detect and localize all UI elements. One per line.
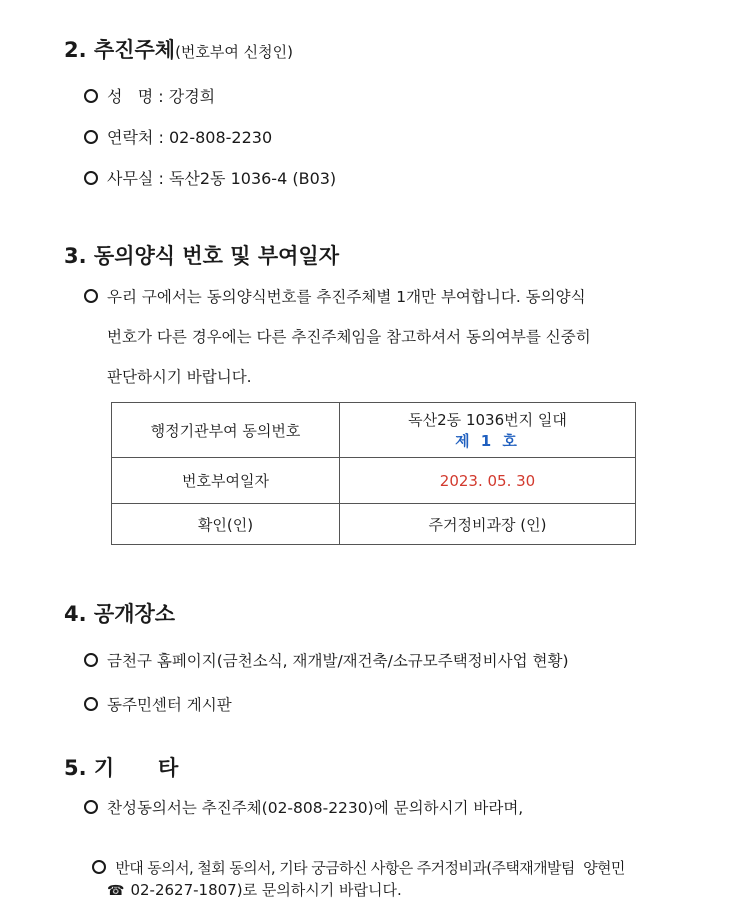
table-cell-label: 행정기관부여 동의번호 — [112, 403, 340, 458]
disclosure-place-item — [84, 693, 232, 715]
circle-bullet-icon — [84, 653, 98, 667]
section-2-number: 2. — [64, 38, 87, 62]
table-cell-label: 번호부여일자 — [112, 458, 340, 504]
section-4-title — [64, 598, 175, 628]
section-3-number: 3. — [64, 244, 87, 268]
para-text-1: 우리 구에서는 동의양식번호를 추진주체별 1개만 부여합니다. 동의양식 — [107, 288, 586, 306]
section-2-title-text: 추진주체 — [93, 38, 176, 62]
other-item — [84, 839, 625, 878]
contact-value: 02-808-2230 — [168, 128, 273, 147]
other-item — [84, 796, 523, 818]
consent-area: 독산2동 1036번지 일대 — [408, 411, 567, 429]
applicant-name-item — [84, 84, 215, 107]
name-label: 성 명 — [107, 87, 154, 106]
name-value: 강경희 — [168, 87, 216, 106]
phone-line-text: 02-2627-1807)로 문의하시기 바랍니다. — [130, 881, 402, 899]
circle-bullet-icon — [84, 130, 98, 144]
table-row — [112, 403, 636, 458]
phone-icon: ☎ — [107, 883, 125, 899]
disclosure-place-item — [84, 649, 569, 671]
table-cell-value: 주거정비과장 (인) — [340, 504, 636, 545]
section-4-title-text: 공개장소 — [93, 602, 176, 626]
applicant-office-item — [84, 166, 336, 189]
circle-bullet-icon — [92, 860, 106, 874]
other-text: 반대 동의서, 철회 동의서, 기타 궁금하신 사항은 주거정비과(주택재개발팀 양현민 — [115, 859, 625, 877]
office-label: 사무실 — [107, 169, 154, 188]
contact-label: 연락처 — [107, 128, 154, 147]
consent-number-table — [111, 402, 636, 545]
circle-bullet-icon — [84, 289, 98, 303]
phone-line — [107, 879, 402, 900]
consent-number: 제 1 호 — [455, 432, 520, 450]
circle-bullet-icon — [84, 171, 98, 185]
office-sep: : — [158, 169, 164, 188]
office-value: 독산2동 1036-4 (B03) — [168, 169, 337, 188]
section-3-title — [64, 240, 339, 270]
section-3-title-text: 동의양식 번호 및 부여일자 — [93, 244, 339, 268]
table-cell-label: 확인(인) — [112, 504, 340, 545]
section-5-title — [64, 752, 178, 782]
section-5-number: 5. — [64, 756, 87, 780]
section-4-number: 4. — [64, 602, 87, 626]
circle-bullet-icon — [84, 697, 98, 711]
issue-date: 2023. 05. 30 — [340, 458, 636, 504]
disclosure-place-text: 동주민센터 게시판 — [107, 696, 232, 714]
section-3-para-line: 번호가 다른 경우에는 다른 추진주체임을 참고하셔서 동의여부를 신중히 — [107, 328, 591, 346]
table-row — [112, 458, 636, 504]
circle-bullet-icon — [84, 89, 98, 103]
section-2-subtitle: (번호부여 신청인) — [175, 43, 293, 61]
applicant-contact-item — [84, 125, 272, 148]
section-3-para-line — [84, 285, 586, 307]
disclosure-place-text: 금천구 홈페이지(금천소식, 재개발/재건축/소규모주택정비사업 현황) — [107, 652, 569, 670]
table-cell-value — [340, 403, 636, 458]
section-2-title — [64, 34, 293, 64]
circle-bullet-icon — [84, 800, 98, 814]
section-5-title-text: 기 타 — [93, 756, 179, 780]
other-text: 찬성동의서는 추진주체(02-808-2230)에 문의하시기 바라며, — [107, 799, 524, 817]
name-sep: : — [158, 87, 164, 106]
section-3-para-line: 판단하시기 바랍니다. — [107, 368, 252, 386]
contact-sep: : — [158, 128, 164, 147]
table-row — [112, 504, 636, 545]
